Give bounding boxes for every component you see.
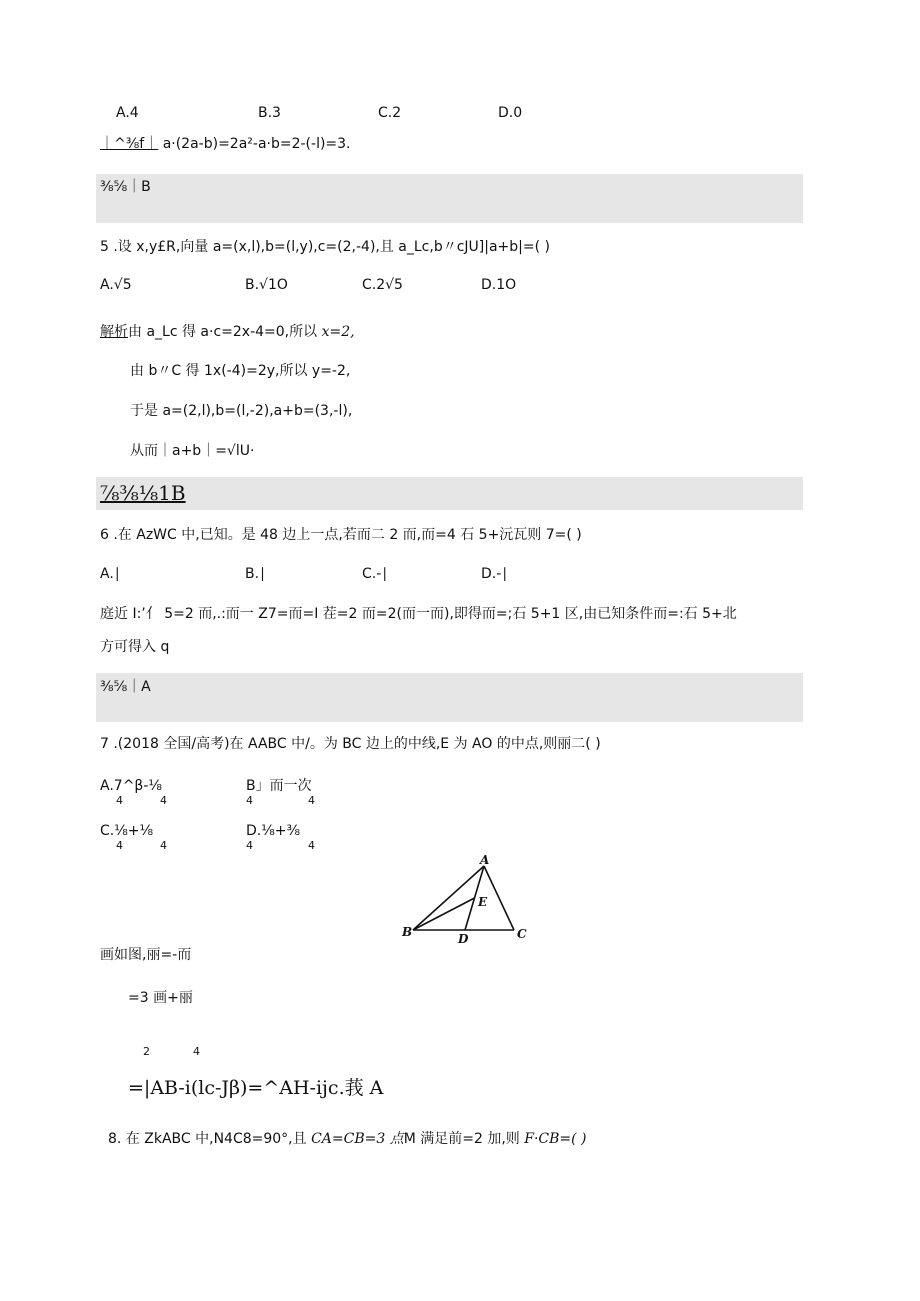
q5-option-b: B.√1O	[245, 277, 288, 293]
q6-option-b: B.∣	[245, 566, 267, 582]
q7-analysis-line1: 画如图,丽=-而	[100, 947, 192, 963]
q4-option-c: C.2	[378, 105, 402, 121]
q7-option-a: A.7^β-⅛	[100, 778, 162, 794]
q7-option-b: B」而一次	[246, 778, 312, 794]
q7-frac-digit-2: 4	[193, 1045, 200, 1058]
q5-analysis-line4: 从而｜a+b｜=√lU·	[130, 443, 255, 459]
q5-analysis-line2: 由 b〃C 得 1x(-4)=2y,所以 y=-2,	[130, 363, 351, 379]
q5-analysis-line1-main: 由 a_Lc 得 a·c=2x-4=0,所以	[128, 324, 318, 340]
q5-option-a: A.√5	[100, 277, 132, 293]
q8-stem-main: 8. 在 ZkABC 中,N4C8=90°,且	[108, 1131, 307, 1147]
q5-analysis-line3: 于是 a=(2,l),b=(l,-2),a+b=(3,-l),	[130, 403, 353, 419]
q8-stem-italic2: F·CB=( )	[524, 1131, 587, 1147]
label-e: E	[478, 895, 488, 909]
q4-option-a: A.4	[116, 105, 139, 121]
q6-stem: 6 .在 AzWC 中,已知。是 48 边上一点,若而二 2 而,而=4 石 5+沅瓦则 7=( )	[100, 527, 582, 543]
q8-stem	[108, 1132, 587, 1146]
label-c: C	[517, 927, 527, 941]
q7-option-c-sub1: 4	[116, 839, 123, 852]
q6-analysis-line2: 方可得入 q	[100, 639, 170, 655]
q5-analysis-tag: 解析	[100, 324, 128, 340]
q7-option-b-sub1: 4	[246, 794, 253, 807]
q6-analysis-line1: 庭近 I:’亻 5=2 而,.:而一 Z7=而=I 茬=2 而=2(而一而),即得而=;石 5+1 区,由已知条件而=:石 5+北	[100, 606, 737, 622]
label-a: A	[480, 853, 490, 867]
q6-option-a: A.∣	[100, 566, 121, 582]
q7-stem: 7 .(2018 全国/高考)在 AABC 中/。为 BC 边上的中线,E 为 AO 的中点,则丽二( )	[100, 736, 601, 752]
q8-stem-main2: M 满足前=2 加,则	[403, 1131, 520, 1147]
q7-option-a-sub1: 4	[116, 794, 123, 807]
q7-option-c: C.⅛+⅛	[100, 823, 154, 839]
label-d: D	[458, 932, 469, 946]
q7-option-d-sub1: 4	[246, 839, 253, 852]
q7-frac-digit-1: 2	[143, 1045, 150, 1058]
q5-option-c: C.2√5	[362, 277, 403, 293]
segment-ac	[484, 866, 514, 930]
label-b: B	[402, 925, 413, 939]
q6-option-d: D.-∣	[481, 566, 509, 582]
q5-stem: 5 .设 x,y£R,向量 a=(x,l),b=(l,y),c=(2,-4),且 a_Lc,b〃cJU]|a+b|=( )	[100, 239, 550, 255]
q7-analysis-line3: =|AB-i(lc-Jβ)=^AH-ijc.莪 A	[128, 1077, 384, 1099]
q6-answer-band	[96, 673, 803, 722]
q8-stem-italic: CA=CB=3 点	[311, 1131, 404, 1147]
q7-option-a-sub2: 4	[160, 794, 167, 807]
q4-option-b: B.3	[258, 105, 281, 121]
q4-solution	[100, 137, 351, 151]
q6-answer: ⅜⅝｜A	[100, 679, 151, 695]
q5-answer: ⅞⅜⅛1B	[100, 481, 186, 505]
q5-answer-band	[96, 477, 803, 510]
q4-solution-tag: ｜^⅜f｜	[100, 136, 159, 152]
triangle-figure	[396, 850, 536, 946]
q5-analysis-line1-italic: x=2,	[321, 324, 355, 340]
q7-analysis-line2: =3 画+丽	[128, 990, 193, 1006]
q5-option-d: D.1O	[481, 277, 517, 293]
q5-analysis-line1	[100, 325, 355, 339]
q7-option-d-sub2: 4	[308, 839, 315, 852]
q6-option-c: C.-∣	[362, 566, 389, 582]
q4-solution-text: a·(2a-b)=2a²-a·b=2-(-l)=3.	[162, 136, 351, 152]
q4-answer-band	[96, 174, 803, 223]
q4-answer: ⅜⅝｜B	[100, 179, 151, 195]
q7-option-c-sub2: 4	[160, 839, 167, 852]
q4-option-d: D.0	[498, 105, 523, 121]
q7-option-d: D.⅛+⅜	[246, 823, 301, 839]
q7-option-b-sub2: 4	[308, 794, 315, 807]
